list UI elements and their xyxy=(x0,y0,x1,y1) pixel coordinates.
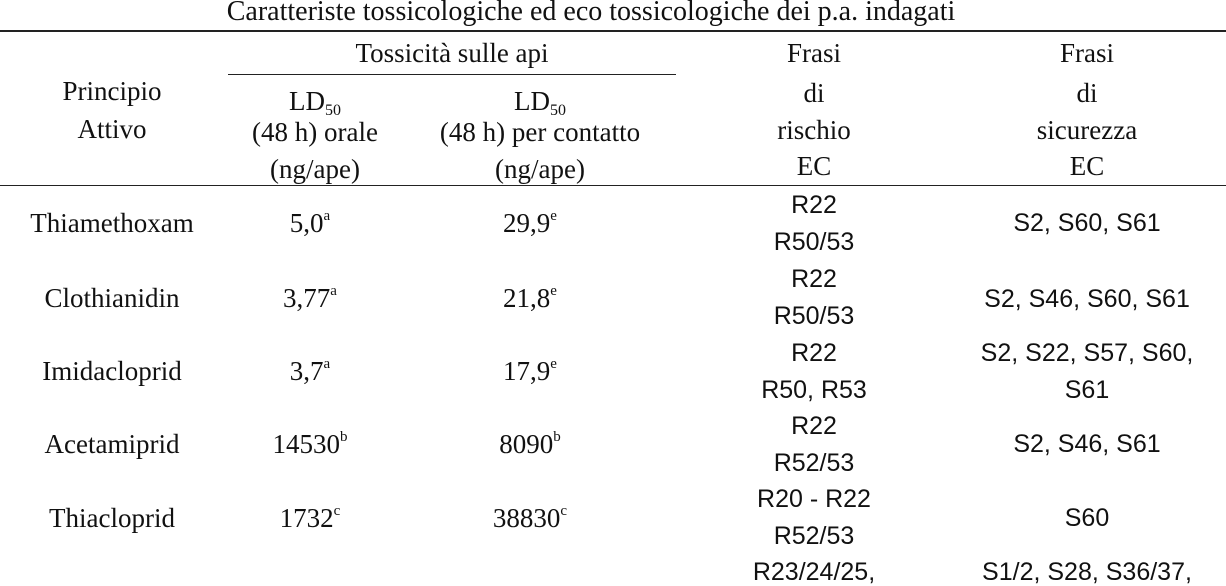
row-name: Thiacloprid xyxy=(49,503,175,533)
header-rischio-line4: EC xyxy=(796,151,832,181)
row-ld50-contatto: 38830$^c$ xyxy=(492,503,568,533)
row-sicurezza-line1: S2, S46, S61 xyxy=(1013,430,1161,458)
row-rischio-line2: R50/53 xyxy=(773,302,855,330)
header-sicurezza-line1: Frasi xyxy=(1060,38,1114,68)
header-sicurezza-line2: di xyxy=(1076,78,1098,108)
group-rule xyxy=(228,74,676,75)
row-sicurezza-line1: S60 xyxy=(1064,504,1110,532)
row-sicurezza-line1: S1/2, S28, S36/37, xyxy=(982,558,1192,586)
header-orale-line2: (ng/ape) xyxy=(270,154,360,184)
row-sicurezza-line2: S61 xyxy=(1064,376,1110,404)
header-sicurezza-line3: sicurezza xyxy=(1036,115,1138,145)
row-ld50-orale: 3,77$^a$ xyxy=(283,283,337,313)
header-principio-line2: Attivo xyxy=(77,114,147,144)
row-rischio-line1: R22 xyxy=(791,412,837,440)
top-rule xyxy=(0,30,1226,32)
header-contatto-line1: (48 h) per contatto xyxy=(439,117,641,147)
row-ld50-orale: 1732$^c$ xyxy=(279,503,341,533)
row-rischio-line2: R52/53 xyxy=(773,449,855,477)
row-ld50-orale: 5,0$^a$ xyxy=(289,208,331,238)
row-rischio-line1: R22 xyxy=(791,265,837,293)
row-rischio-line1: R20 - R22 xyxy=(757,485,871,513)
row-ld50-contatto: 17,9e xyxy=(503,356,557,386)
header-ld50-orale: $LD_{50}$ xyxy=(289,86,341,119)
row-name: Acetamiprid xyxy=(44,429,180,459)
header-bottom-rule xyxy=(0,185,1226,186)
row-ld50-orale: 3,7$^a$ xyxy=(289,356,331,386)
row-sicurezza-line1: S2, S46, S60, S61 xyxy=(984,285,1190,313)
table-caption: Caratteriste tossicologiche ed eco tossicologiche dei p.a. indagati xyxy=(226,0,956,27)
header-orale-line1: (48 h) orale xyxy=(252,117,378,147)
row-name: Imidacloprid xyxy=(42,356,182,386)
header-rischio-line1: Frasi xyxy=(787,38,841,68)
row-sicurezza-line1: S2, S22, S57, S60, xyxy=(980,339,1194,367)
row-rischio-line2: R52/53 xyxy=(773,522,855,550)
row-rischio-line1: R23/24/25, xyxy=(752,558,876,586)
row-ld50-orale: 14530$^b$ xyxy=(272,429,348,459)
row-ld50-contatto: 21,8e xyxy=(503,283,557,313)
header-rischio-line3: rischio xyxy=(777,115,851,145)
header-ld50-contatto: $LD_{50}$ xyxy=(514,86,566,119)
row-ld50-contatto: 29,9e xyxy=(503,208,557,238)
header-contatto-line2: (ng/ape) xyxy=(495,154,585,184)
header-tossicita-group: Tossicità sulle api xyxy=(355,38,549,68)
header-sicurezza-line4: EC xyxy=(1069,151,1105,181)
row-ld50-contatto: 8090$^b$ xyxy=(499,429,561,459)
header-principio-line1: Principio xyxy=(62,76,162,106)
row-name: Thiamethoxam xyxy=(30,208,194,238)
row-rischio-line1: R22 xyxy=(791,339,837,367)
row-sicurezza-line1: S2, S60, S61 xyxy=(1013,209,1161,237)
row-rischio-line2: R50/53 xyxy=(773,228,855,256)
row-rischio-line1: R22 xyxy=(791,191,837,219)
row-name: Clothianidin xyxy=(44,283,180,313)
header-rischio-line2: di xyxy=(803,78,825,108)
row-rischio-line2: R50, R53 xyxy=(761,376,867,404)
